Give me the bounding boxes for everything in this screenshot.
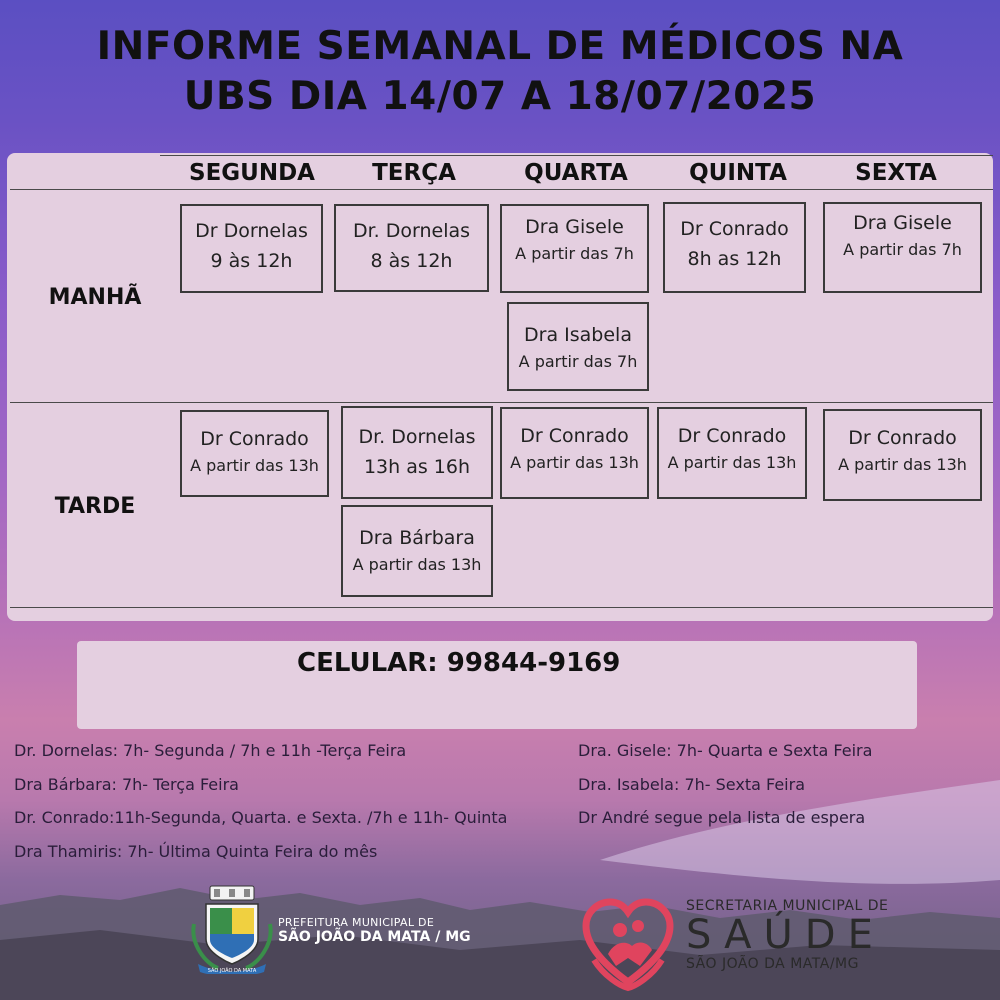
day-header-segunda: SEGUNDA (189, 160, 315, 186)
doctor-hours: A partir das 7h (515, 244, 634, 263)
note-right-2: Dra. Isabela: 7h- Sexta Feira (578, 775, 805, 794)
page-title (20, 22, 980, 122)
doctor-hours: A partir das 13h (190, 456, 319, 475)
doctor-hours: A partir das 13h (510, 453, 639, 472)
doctor-hours: A partir das 7h (843, 240, 962, 259)
doctor-hours: 13h as 16h (363, 456, 471, 478)
secretaria-saude-label (686, 898, 888, 972)
schedule-cell-manha-quarta (500, 204, 649, 293)
schedule-cell-manha-segunda (180, 204, 323, 293)
day-header-quinta: QUINTA (689, 160, 787, 186)
note-left-4: Dra Thamiris: 7h- Última Quinta Feira do mês (14, 842, 378, 861)
schedule-cell-manha-quinta (663, 202, 806, 293)
phone-number: CELULAR: 99844-9169 (297, 648, 621, 678)
day-header-quarta: QUARTA (524, 160, 628, 186)
schedule-cell-manha-sexta (823, 202, 982, 293)
doctor-name: Dr Conrado (677, 425, 787, 447)
doctor-name: Dr Conrado (520, 425, 629, 447)
prefeitura-label (278, 916, 471, 945)
doctor-name: Dra Gisele (525, 216, 624, 238)
title-line-1: INFORME SEMANAL DE MÉDICOS NA (96, 24, 904, 69)
title-line-2: UBS DIA 14/07 A 18/07/2025 (183, 74, 817, 119)
prefeitura-line-1: PREFEITURA MUNICIPAL DE (278, 916, 435, 929)
city-line: SÃO JOÃO DA MATA/MG (686, 956, 859, 972)
doctor-name: Dr. Dornelas (358, 426, 476, 448)
doctor-hours: A partir das 13h (352, 555, 482, 574)
header-bottom-rule (10, 189, 993, 190)
day-header-terca: TERÇA (372, 160, 456, 186)
schedule-cell-tarde-terca (341, 406, 493, 499)
prefeitura-line-2: SÃO JOÃO DA MATA / MG (278, 929, 471, 945)
schedule-cell-manha-terca (334, 204, 489, 292)
schedule-cell-manha-quarta-2 (507, 302, 649, 391)
schedule-cell-tarde-quinta (657, 407, 807, 499)
period-label-tarde: TARDE (54, 494, 136, 519)
municipal-seal-logo (188, 884, 276, 974)
note-left-1: Dr. Dornelas: 7h- Segunda / 7h e 11h -Terça Feira (14, 741, 407, 760)
doctor-hours: A partir das 7h (518, 352, 638, 371)
note-left-2: Dra Bárbara: 7h- Terça Feira (14, 775, 239, 794)
seal-ribbon-text: SÃO JOÃO DA MATA (207, 968, 257, 974)
schedule-cell-tarde-segunda (180, 410, 329, 497)
day-header-sexta: SEXTA (855, 160, 937, 186)
doctor-name: Dra Gisele (853, 212, 952, 234)
doctor-name: Dr. Dornelas (352, 220, 471, 242)
doctor-name: Dr Conrado (848, 427, 957, 449)
doctor-hours: A partir das 13h (667, 453, 797, 472)
doctor-name: Dr Conrado (200, 428, 309, 450)
doctor-hours: 9 às 12h (210, 250, 293, 272)
header-top-rule (160, 155, 993, 156)
schedule-cell-tarde-quarta (500, 407, 649, 499)
note-right-3: Dr André segue pela lista de espera (578, 808, 866, 827)
doctor-name: Dra Bárbara (359, 527, 475, 549)
doctor-hours: 8 às 12h (370, 250, 453, 272)
period-divider-rule (10, 402, 993, 403)
doctor-hours: A partir das 13h (838, 455, 967, 474)
note-left-3: Dr. Conrado:11h-Segunda, Quarta. e Sexta. /7h e 11h- Quinta (14, 808, 508, 827)
heart-hands-health-icon (580, 896, 676, 992)
saude-wordmark: SAÚDE (686, 912, 885, 958)
doctor-name: Dr Dornelas (195, 220, 308, 242)
doctor-name: Dra Isabela (524, 324, 632, 346)
doctor-hours: 8h as 12h (687, 248, 782, 270)
schedule-cell-tarde-terca-2 (341, 505, 493, 597)
secretaria-line: SECRETARIA MUNICIPAL DE (686, 898, 889, 914)
schedule-cell-tarde-sexta (823, 409, 982, 501)
period-label-manha: MANHÃ (48, 285, 142, 310)
note-right-1: Dra. Gisele: 7h- Quarta e Sexta Feira (578, 741, 873, 760)
table-bottom-rule (10, 607, 993, 608)
doctor-name: Dr Conrado (680, 218, 789, 240)
